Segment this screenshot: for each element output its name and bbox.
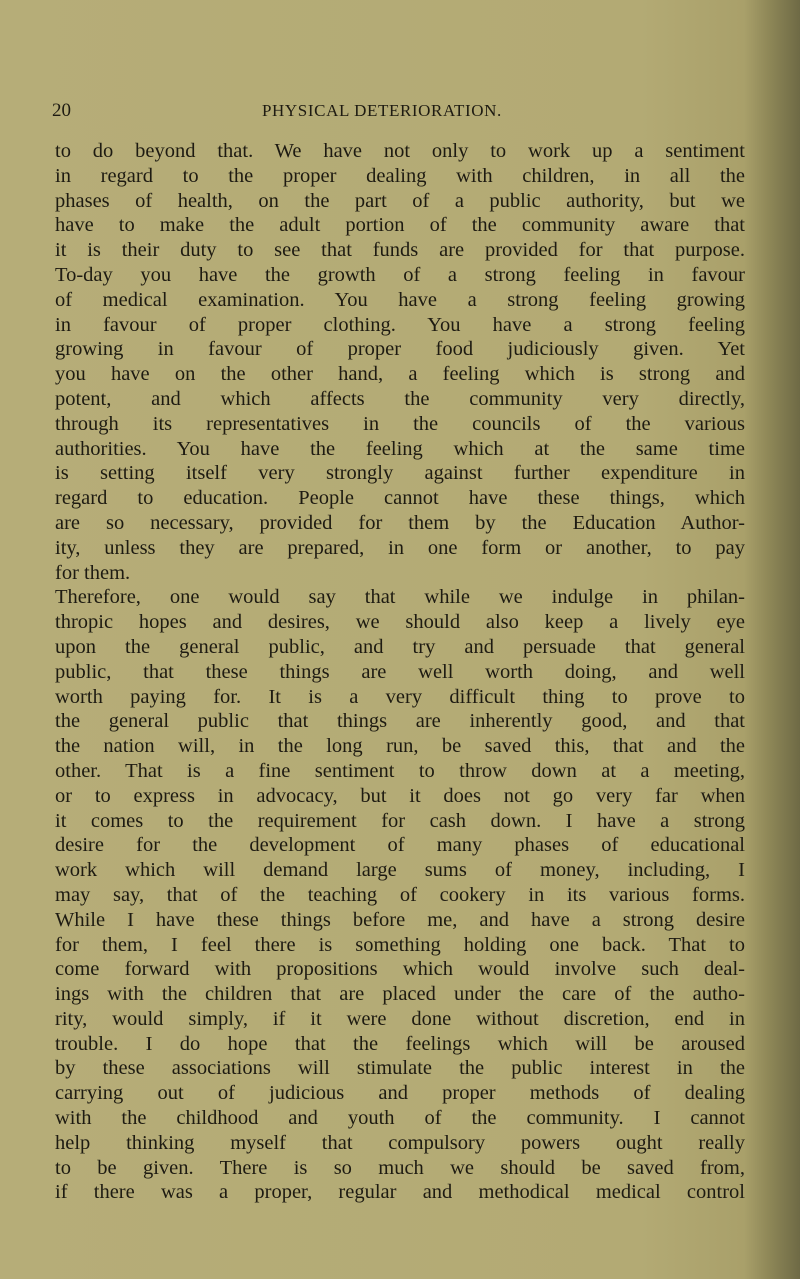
text-line: desire for the development of many phases of educational bbox=[55, 834, 745, 857]
text-line: thropic hopes and desires, we should also keep a lively eye bbox=[55, 611, 745, 634]
text-line: through its representatives in the councils of the various bbox=[55, 412, 745, 435]
text-line: carrying out of judicious and proper methods of dealing bbox=[55, 1082, 745, 1105]
text-line: may say, that of the teaching of cookery in its various forms. bbox=[55, 883, 745, 906]
text-line: the nation will, in the long run, be saved this, that and the bbox=[55, 735, 745, 758]
text-line: potent, and which affects the community very directly, bbox=[55, 387, 745, 410]
text-line: in regard to the proper dealing with children, in all the bbox=[55, 164, 745, 187]
text-line: While I have these things before me, and have a strong desire bbox=[55, 908, 745, 931]
text-line: it is their duty to see that funds are provided for that purpose. bbox=[55, 239, 745, 262]
text-line: for them. bbox=[55, 561, 131, 584]
text-line: of medical examination. You have a strong feeling growing bbox=[55, 288, 745, 311]
text-line: have to make the adult portion of the community aware that bbox=[55, 214, 745, 237]
text-line: upon the general public, and try and persuade that general bbox=[55, 635, 745, 658]
text-line: public, that these things are well worth doing, and well bbox=[55, 660, 745, 683]
running-head: PHYSICAL DETERIORATION. bbox=[262, 101, 502, 120]
text-line: if there was a proper, regular and methodical medical control bbox=[55, 1181, 745, 1204]
text-line: to do beyond that. We have not only to work up a sentiment bbox=[55, 140, 745, 162]
text-line: come forward with propositions which would involve such deal- bbox=[55, 958, 745, 981]
text-line: you have on the other hand, a feeling which is strong and bbox=[55, 363, 745, 386]
text-line: To-day you have the growth of a strong feeling in favour bbox=[55, 263, 745, 286]
text-line: trouble. I do hope that the feelings which will be aroused bbox=[55, 1032, 745, 1055]
text-line: ity, unless they are prepared, in one form or another, to pay bbox=[55, 536, 745, 559]
text-line: rity, would simply, if it were done without discretion, end in bbox=[55, 1007, 745, 1030]
text-line: in favour of proper clothing. You have a strong feeling bbox=[55, 313, 745, 336]
text-line: by these associations will stimulate the public interest in the bbox=[55, 1057, 745, 1080]
text-line: work which will demand large sums of money, including, I bbox=[55, 859, 745, 882]
text-line: the general public that things are inherently good, and that bbox=[55, 710, 745, 733]
text-line: regard to education. People cannot have these things, which bbox=[55, 487, 745, 510]
text-line: other. That is a fine sentiment to throw down at a meeting, bbox=[55, 759, 745, 782]
page-number: 20 bbox=[52, 100, 71, 121]
text-line: phases of health, on the part of a public authority, but we bbox=[55, 189, 745, 212]
text-line: help thinking myself that compulsory powers ought really bbox=[55, 1131, 745, 1154]
text-line: it comes to the requirement for cash down. I have a strong bbox=[55, 809, 745, 832]
text-line: worth paying for. It is a very difficult thing to prove to bbox=[55, 685, 745, 708]
text-line: ings with the children that are placed under the care of the autho- bbox=[55, 983, 745, 1006]
body-text bbox=[55, 139, 745, 1205]
text-line: authorities. You have the feeling which at the same time bbox=[55, 437, 745, 460]
text-line: or to express in advocacy, but it does not go very far when bbox=[55, 784, 745, 807]
text-line: growing in favour of proper food judiciously given. Yet bbox=[55, 338, 745, 361]
text-line: with the childhood and youth of the community. I cannot bbox=[55, 1107, 745, 1130]
text-line: Therefore, one would say that while we indulge in philan- bbox=[55, 586, 745, 609]
text-line: are so necessary, provided for them by the Education Author- bbox=[55, 511, 745, 534]
text-line: is setting itself very strongly against further expenditure in bbox=[55, 462, 745, 485]
text-line: for them, I feel there is something holding one back. That to bbox=[55, 933, 745, 956]
text-line: to be given. There is so much we should be saved from, bbox=[55, 1156, 745, 1179]
